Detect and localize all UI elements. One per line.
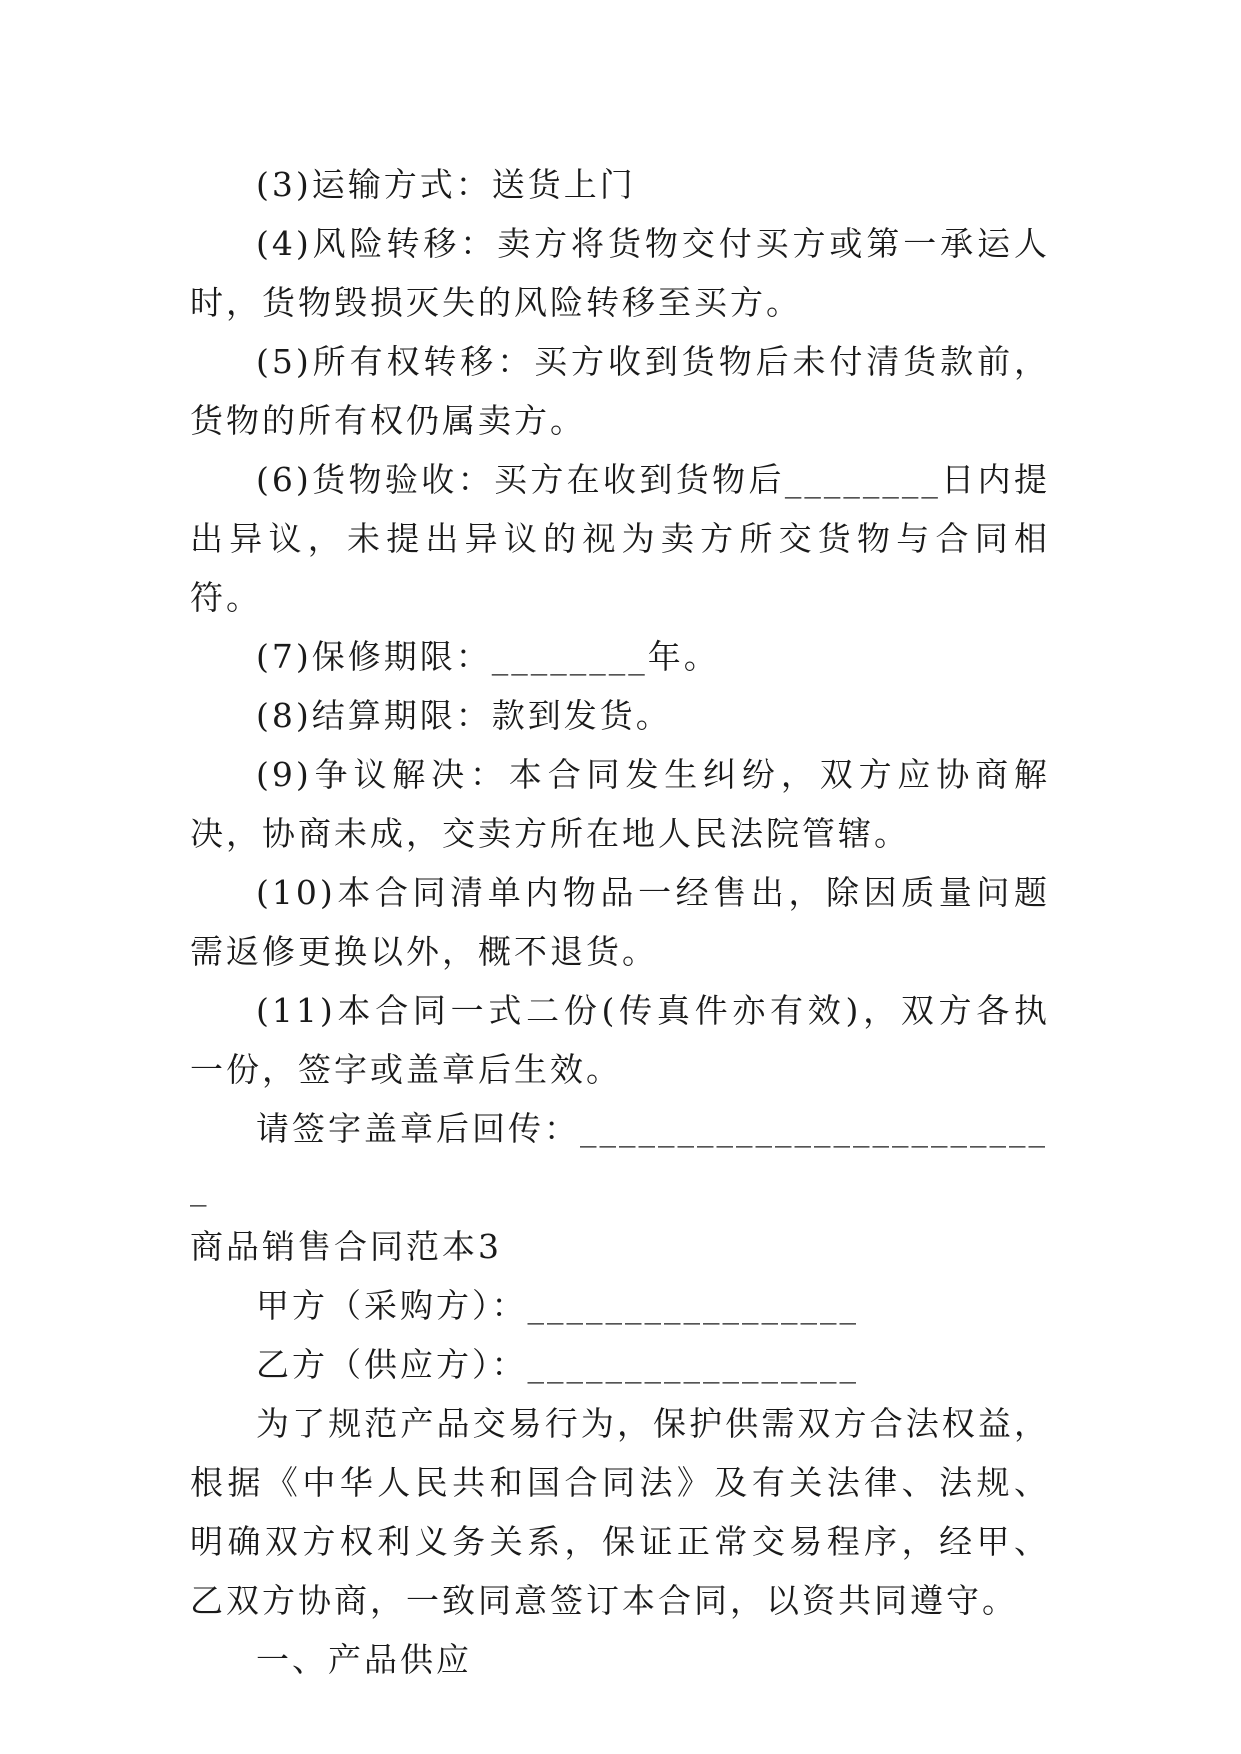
heading-product-supply: 一、产品供应 bbox=[256, 1640, 472, 1679]
clause-copies-effective: (11)本合同一式二份(传真件亦有效)，双方各执一份，签字或盖章后生效。 bbox=[190, 991, 1050, 1089]
document-body bbox=[190, 155, 1050, 1689]
clause-ownership-transfer: (5)所有权转移：买方收到货物后未付清货款前，货物的所有权仍属卖方。 bbox=[190, 342, 1050, 440]
clause-warranty-period: (7)保修期限：________年。 bbox=[256, 637, 720, 676]
party-b-line: 乙方（供应方）：_________________ bbox=[256, 1345, 859, 1384]
clause-no-returns: (10)本合同清单内物品一经售出，除因质量问题需返修更换以外，概不退货。 bbox=[190, 873, 1050, 971]
clause-risk-transfer: (4)风险转移：卖方将货物交付买方或第一承运人时，货物毁损灭失的风险转移至买方。 bbox=[190, 224, 1050, 322]
sign-and-return-line: 请签字盖章后回传：_________________________ bbox=[190, 1109, 1048, 1207]
preamble-paragraph: 为了规范产品交易行为，保护供需双方合法权益，根据《中华人民共和国合同法》及有关法律、法规、明确双方权利义务关系，保证正常交易程序，经甲、乙双方协商，一致同意签订本合同，以资共同遵守。 bbox=[190, 1404, 1050, 1620]
section-title: 商品销售合同范本3 bbox=[190, 1227, 502, 1266]
clause-goods-acceptance: (6)货物验收：买方在收到货物后________日内提出异议，未提出异议的视为卖方所交货物与合同相符。 bbox=[190, 460, 1050, 617]
party-a-line: 甲方（采购方）：_________________ bbox=[256, 1286, 859, 1325]
clause-transport-method: (3)运输方式：送货上门 bbox=[256, 165, 636, 204]
clause-settlement-period: (8)结算期限：款到发货。 bbox=[256, 696, 672, 735]
clause-dispute-resolution: (9)争议解决：本合同发生纠纷，双方应协商解决，协商未成，交卖方所在地人民法院管辖。 bbox=[190, 755, 1050, 853]
